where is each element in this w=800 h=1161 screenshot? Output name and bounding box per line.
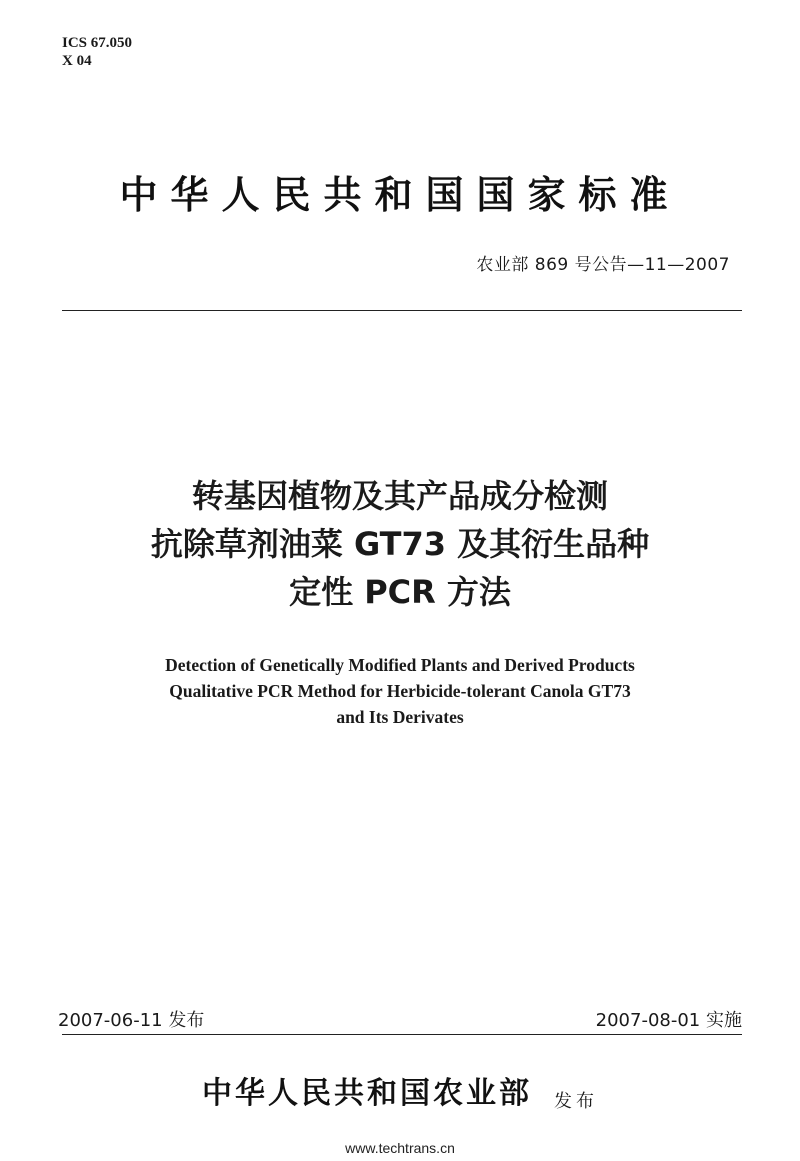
- classification-codes: [62, 34, 132, 70]
- ccs-code: X 04: [62, 53, 92, 69]
- issuer-name: 中华人民共和国农业部: [202, 1076, 532, 1111]
- english-title-line-1: Detection of Genetically Modified Plants and Derived Products: [165, 655, 635, 675]
- bottom-divider: [62, 1034, 742, 1035]
- english-title: [0, 652, 800, 730]
- chinese-title-line-3: 定性 PCR 方法: [289, 573, 511, 611]
- issue-date: 2007-06-11 发布: [58, 1010, 205, 1031]
- issuer-action: 发布: [554, 1091, 598, 1112]
- issuer-block: [0, 1068, 800, 1113]
- national-standard-heading: 中华人民共和国国家标准: [119, 173, 681, 217]
- top-divider: [62, 310, 742, 311]
- chinese-title-line-1: 转基因植物及其产品成分检测: [191, 477, 608, 515]
- footer-url: www.techtrans.cn: [345, 1140, 455, 1156]
- english-title-line-3: and Its Derivates: [336, 707, 464, 727]
- chinese-title: [0, 472, 800, 616]
- implementation-date: 2007-08-01 实施: [595, 1010, 742, 1031]
- english-title-line-2: Qualitative PCR Method for Herbicide-tolerant Canola GT73: [169, 681, 631, 701]
- ics-code: ICS 67.050: [62, 35, 133, 51]
- standard-number: 农业部 869 号公告—11—2007: [476, 255, 730, 275]
- chinese-title-line-2: 抗除草剂油菜 GT73 及其衍生品种: [150, 525, 650, 563]
